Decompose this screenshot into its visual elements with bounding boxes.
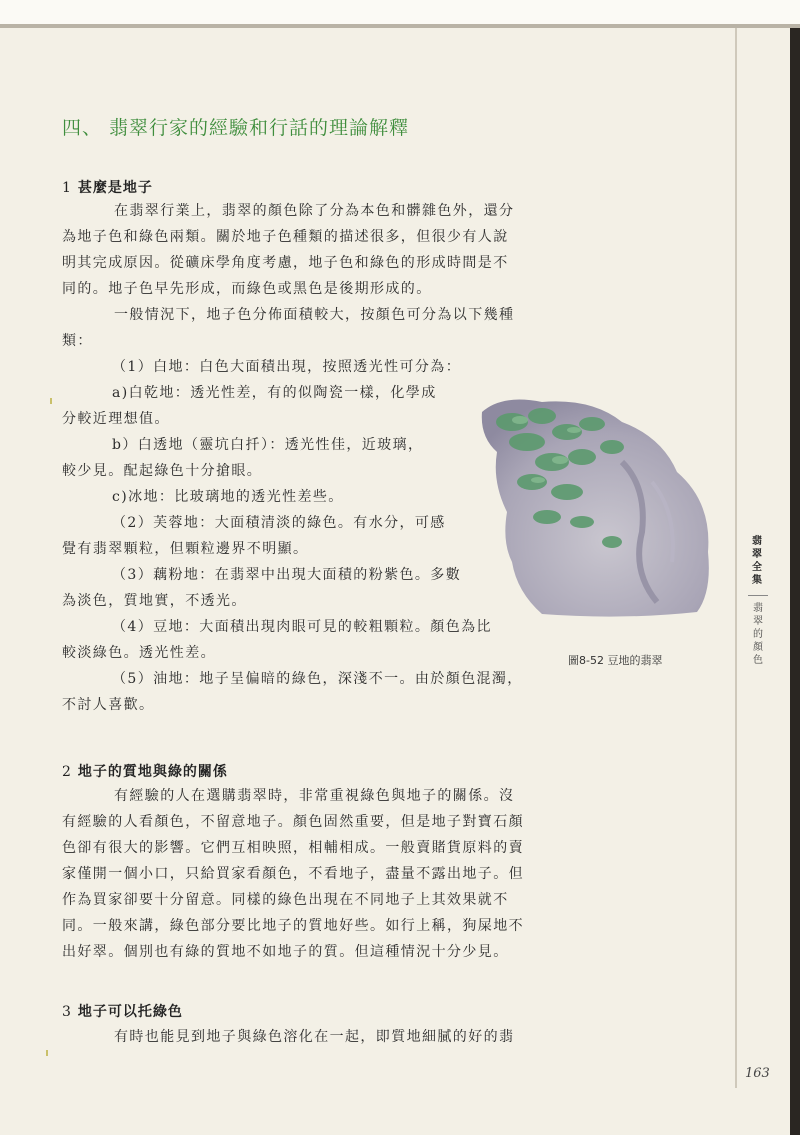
text-line: 色卻有很大的影響。它們互相映照，相輔相成。一般賣賭貨原料的賣 bbox=[62, 840, 524, 856]
section-3-title bbox=[62, 1001, 183, 1021]
paper-speck bbox=[46, 1050, 48, 1056]
list-item: 覺有翡翠顆粒，但顆粒邊界不明顯。 bbox=[62, 541, 309, 557]
list-item: （4）豆地：大面積出現肉眼可見的較粗顆粒。顏色為比 bbox=[112, 619, 492, 635]
section-title-text: 地子的質地與綠的關係 bbox=[77, 764, 228, 780]
section-title-text: 地子可以托綠色 bbox=[77, 1004, 183, 1020]
chapter-heading: 四、 翡翠行家的經驗和行話的理論解釋 bbox=[62, 117, 410, 139]
paper-speck bbox=[50, 398, 52, 404]
sidebar-book-title: 翡翠全集 bbox=[752, 536, 762, 586]
sidebar-chapter-title: 翡翠的顏色 bbox=[753, 603, 763, 666]
text-line: 一般情況下，地子色分佈面積較大，按顏色可分為以下幾種 bbox=[114, 307, 515, 323]
text-line: 作為買家卻要十分留意。同樣的綠色出現在不同地子上其效果就不 bbox=[62, 892, 509, 908]
text-line: 在翡翠行業上，翡翠的顏色除了分為本色和髒雜色外，還分 bbox=[114, 203, 515, 219]
text-line: 同。一般來講，綠色部分要比地子的質地好些。如行上稱，狗屎地不 bbox=[62, 918, 524, 934]
section-2-para-1 bbox=[62, 783, 537, 965]
text-line: 明其完成原因。從礦床學角度考慮，地子色和綠色的形成時間是不 bbox=[62, 255, 509, 271]
list-item: 不討人喜歡。 bbox=[62, 697, 155, 713]
figure-caption: 圖8-52 豆地的翡翠 bbox=[568, 654, 663, 667]
section-number: 3 bbox=[62, 1004, 72, 1020]
text-line: 類： bbox=[62, 333, 93, 349]
section-1-title bbox=[62, 177, 153, 197]
text-line: 同的。地子色早先形成，而綠色或黑色是後期形成的。 bbox=[62, 281, 432, 297]
section-number: 2 bbox=[62, 764, 72, 780]
section-1-para-1 bbox=[62, 198, 537, 302]
sidebar-divider bbox=[748, 595, 768, 596]
text-line: 家僅開一個小口，只給買家看顏色，不看地子，盡量不露出地子。但 bbox=[62, 866, 524, 882]
text-line: 有時也能見到地子與綠色溶化在一起，即質地細膩的好的翡 bbox=[114, 1029, 515, 1045]
ground-types-list bbox=[62, 354, 523, 718]
page-number: 163 bbox=[745, 1066, 770, 1081]
section-title-text: 甚麼是地子 bbox=[77, 180, 153, 196]
jade-carving-photo bbox=[472, 392, 717, 620]
text-line: 有經驗的人在選購翡翠時，非常重視綠色與地子的關係。沒 bbox=[114, 788, 515, 804]
page-top-edge bbox=[0, 0, 800, 28]
section-1-para-2 bbox=[62, 302, 537, 354]
list-item: 分較近理想值。 bbox=[62, 411, 170, 427]
section-number: 1 bbox=[62, 180, 72, 196]
list-item: 為淡色，質地實，不透光。 bbox=[62, 593, 247, 609]
list-item: （5）油地：地子呈偏暗的綠色，深淺不一。由於顏色混濁， bbox=[112, 671, 523, 687]
list-item: b）白透地（靈坑白扦）：透光性佳，近玻璃， bbox=[112, 437, 424, 453]
section-3-para-1 bbox=[62, 1024, 537, 1050]
list-item: （2）芙蓉地：大面積清淡的綠色。有水分，可感 bbox=[112, 515, 446, 531]
list-item: 較淡綠色。透光性差。 bbox=[62, 645, 216, 661]
text-line: 出好翠。個別也有綠的質地不如地子的質。但這種情況十分少見。 bbox=[62, 944, 509, 960]
text-line: 為地子色和綠色兩類。關於地子色種類的描述很多，但很少有人說 bbox=[62, 229, 509, 245]
list-item: a)白乾地：透光性差，有的似陶瓷一樣，化學成 bbox=[112, 385, 437, 401]
section-2-title bbox=[62, 761, 228, 781]
list-item: （1）白地：白色大面積出現，按照透光性可分為： bbox=[112, 359, 462, 375]
text-line: 有經驗的人看顏色，不留意地子。顏色固然重要，但是地子對寶石顏 bbox=[62, 814, 524, 830]
list-item: c)冰地：比玻璃地的透光性差些。 bbox=[112, 489, 344, 505]
list-item: （3）藕粉地：在翡翠中出現大面積的粉紫色。多數 bbox=[112, 567, 462, 583]
list-item: 較少見。配起綠色十分搶眼。 bbox=[62, 463, 263, 479]
page-fold-line bbox=[735, 28, 737, 1088]
